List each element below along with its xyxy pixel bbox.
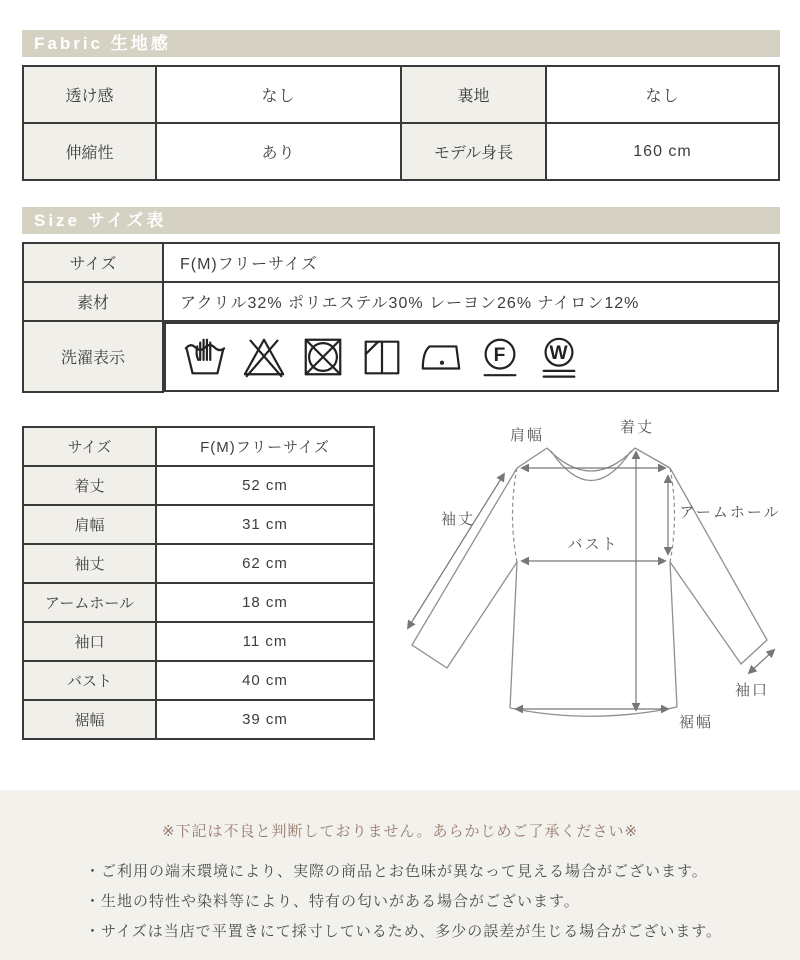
size-info-row (23, 282, 779, 321)
notice-bullet: ・生地の特性や染料等により、特有の匂いがある場合がございます。 (85, 893, 580, 910)
fabric-table (22, 65, 780, 181)
measurement-row (23, 466, 374, 505)
measurement-row (23, 583, 374, 622)
fabric-value-cell: なし (156, 66, 401, 123)
garment-left-sleeve (412, 468, 517, 668)
diagram-label-bust: バスト (567, 536, 619, 553)
garment-right-sleeve (670, 468, 767, 664)
fabric-table-row (23, 123, 779, 180)
diagram-label-shoulder: 肩幅 (509, 427, 545, 444)
svg-text:F: F (493, 344, 507, 366)
size-info-label-cell: 素材 (23, 282, 163, 321)
diagram-label-length: 着丈 (619, 419, 655, 436)
notice-section (0, 790, 800, 960)
garment-right-armhole-dashed (670, 468, 675, 562)
garment-left-shoulder-line (517, 448, 547, 468)
measurement-label-cell: 裾幅 (23, 700, 156, 739)
fabric-value-cell: なし (546, 66, 779, 123)
sleeve-length-arrow (408, 474, 504, 628)
notice-bullet-list (85, 857, 800, 947)
measurement-header-row (23, 427, 374, 466)
measurement-label-cell: 肩幅 (23, 505, 156, 544)
measurement-label-cell: アームホール (23, 583, 156, 622)
iron-low-heat-icon (418, 334, 464, 380)
diagram-label-sleeve: 袖丈 (440, 511, 476, 528)
garment-right-shoulder-line (635, 448, 670, 468)
measurement-value-cell: 62 cm (156, 544, 374, 583)
fabric-label-cell: 裏地 (401, 66, 546, 123)
fabric-value-cell: 160 cm (546, 123, 779, 180)
measurement-label-cell: 着丈 (23, 466, 156, 505)
wash-care-row (23, 321, 779, 392)
size-info-row (23, 243, 779, 282)
garment-left-side (510, 562, 517, 708)
measurement-label-cell: サイズ (23, 427, 156, 466)
measurement-value-cell: 18 cm (156, 583, 374, 622)
measurement-value-cell: 31 cm (156, 505, 374, 544)
wash-care-icons-cell (164, 322, 779, 392)
garment-left-armhole-dashed (513, 468, 518, 562)
notice-bullet: ・ご利用の端末環境により、実際の商品とお色味が異なって見える場合がございます。 (85, 863, 708, 880)
measurement-row (23, 700, 374, 739)
fabric-section-header: Fabric 生地感 (22, 30, 780, 57)
shade-line-dry-icon (359, 334, 405, 380)
notice-bullet: ・サイズは当店で平置きにて採寸しているため、多少の誤差が生じる場合がございます。 (85, 923, 723, 940)
garment-hem-curve (510, 707, 677, 716)
size-section-header: Size サイズ表 (22, 207, 780, 234)
measurement-value-cell: 11 cm (156, 622, 374, 661)
do-not-tumble-dry-icon (300, 334, 346, 380)
measurement-label-cell: 袖口 (23, 622, 156, 661)
fabric-label-cell: 伸縮性 (23, 123, 156, 180)
wet-clean-w-icon (536, 334, 582, 380)
measurement-row (23, 622, 374, 661)
measurement-value-cell: 39 cm (156, 700, 374, 739)
size-info-table (22, 242, 780, 393)
dry-clean-f-icon (477, 334, 523, 380)
measurement-row (23, 544, 374, 583)
measurement-label-cell: 袖丈 (23, 544, 156, 583)
measurement-row (23, 505, 374, 544)
size-info-value-cell: F(M)フリーサイズ (163, 243, 779, 282)
measurement-table (22, 426, 375, 740)
fabric-label-cell: 透け感 (23, 66, 156, 123)
measurement-row (23, 661, 374, 700)
svg-text:W: W (549, 342, 569, 364)
fabric-value-cell: あり (156, 123, 401, 180)
diagram-label-cuff: 袖口 (734, 682, 770, 699)
size-info-value-cell: アクリル32% ポリエステル30% レーヨン26% ナイロン12% (163, 282, 779, 321)
fabric-table-row (23, 66, 779, 123)
garment-right-side (670, 562, 677, 707)
size-info-label-cell: 洗濯表示 (23, 321, 163, 392)
diagram-label-hem: 裾幅 (678, 714, 714, 731)
hand-wash-icon (182, 334, 228, 380)
do-not-bleach-icon (241, 334, 287, 380)
measurement-value-cell: 40 cm (156, 661, 374, 700)
notice-heading: ※下記は不良と判断しておりません。あらかじめご了承ください※ (161, 823, 639, 840)
measurement-value-cell: 52 cm (156, 466, 374, 505)
garment-neckline-inner (551, 451, 631, 481)
fabric-label-cell: モデル身長 (401, 123, 546, 180)
diagram-label-armhole: アームホール (679, 504, 781, 521)
measurement-label-cell: バスト (23, 661, 156, 700)
size-info-label-cell: サイズ (23, 243, 163, 282)
garment-measurement-diagram (400, 418, 795, 768)
measurement-value-cell: F(M)フリーサイズ (156, 427, 374, 466)
